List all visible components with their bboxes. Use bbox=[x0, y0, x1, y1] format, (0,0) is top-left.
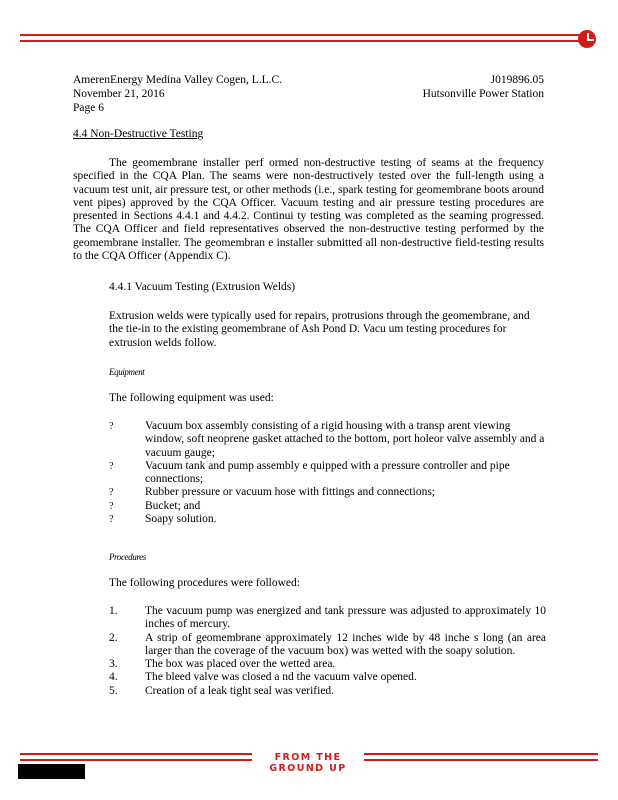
bullet-glyph: ? bbox=[109, 460, 114, 472]
step-text: Creation of a leak tight seal was verified. bbox=[145, 684, 335, 697]
procedures-lead: The following procedures were followed: bbox=[109, 577, 300, 589]
subsection-heading: 4.4.1 Vacuum Testing (Extrusion Welds) bbox=[109, 281, 296, 293]
step-number: 5. bbox=[109, 684, 118, 697]
list-item-text: Vacuum box assembly consisting of a rigid housing with a transp arent viewing window, soft neoprene gasket attached to the bottom, port holeor valve assembly and a vacuum gauge; bbox=[145, 420, 545, 459]
station-name: Hutsonville Power Station bbox=[422, 88, 544, 100]
step-text: The bleed valve was closed a nd the vacuum valve opened. bbox=[145, 671, 417, 684]
subsection-intro: Extrusion welds were typically used for repairs, protrusions through the geomembrane, and the tie-in to the existing geomembrane of Ash Pond D. Vacu um testing procedures for extrusion welds follow. bbox=[109, 310, 530, 349]
list-item bbox=[109, 420, 546, 460]
footer-tagline: FROM THE GROUND UP bbox=[252, 752, 364, 774]
step-number: 1. bbox=[109, 605, 118, 617]
list-item bbox=[109, 460, 546, 487]
list-item bbox=[109, 685, 546, 698]
equipment-lead: The following equipment was used: bbox=[109, 392, 274, 404]
equipment-heading: Equipment bbox=[109, 367, 145, 377]
project-number: J019896.05 bbox=[490, 74, 544, 86]
header-rule-top bbox=[20, 34, 580, 36]
bullet-glyph: ? bbox=[109, 421, 114, 432]
bullet-glyph: ? bbox=[109, 514, 114, 526]
list-item bbox=[109, 486, 546, 499]
equipment-list bbox=[109, 420, 546, 526]
header-rule-bottom bbox=[20, 40, 580, 42]
step-text: A strip of geomembrane approximately 12 inches wide by 48 inche s long (an area larger than the coverage of the vacuum box) was wetted with the soapy solution. bbox=[145, 631, 546, 657]
step-text: The box was placed over the wetted area. bbox=[145, 658, 336, 671]
list-item bbox=[109, 605, 546, 632]
list-item-text: Bucket; and bbox=[145, 499, 201, 512]
header-right bbox=[423, 73, 544, 101]
list-item-text: Soapy solution. bbox=[145, 513, 217, 526]
company-logo-icon bbox=[578, 30, 596, 48]
list-item bbox=[109, 632, 546, 659]
bullet-glyph: ? bbox=[109, 487, 114, 499]
step-number: 2. bbox=[109, 631, 118, 644]
step-number: 4. bbox=[109, 671, 118, 684]
list-item bbox=[109, 513, 546, 526]
list-item bbox=[109, 671, 546, 684]
report-date: November 21, 2016 bbox=[73, 88, 165, 100]
procedures-list bbox=[109, 605, 546, 698]
list-item-text: Rubber pressure or vacuum hose with fittings and connections; bbox=[145, 486, 435, 499]
page-number: Page 6 bbox=[73, 102, 104, 114]
step-number: 3. bbox=[109, 658, 118, 671]
procedures-heading: Procedures bbox=[109, 552, 146, 562]
list-item bbox=[109, 500, 546, 513]
list-item bbox=[109, 658, 546, 671]
redaction-box bbox=[18, 764, 85, 779]
bullet-glyph: ? bbox=[109, 500, 114, 512]
section-intro: The geomembrane installer perf ormed non-destructive testing of seams at the frequency specified in the CQA Plan. The seams were non-destructively tested over the full-length using a vacuum test unit, air pressure test, or other methods (i.e., spark testing for geomembrane boots around vent pipes) approved by the CQA Officer. Vacuum testing and air pressure testing procedures are presented in Sections 4.4.1 and 4.4.2. Continui ty testing was completed as the seaming progressed. The CQA Officer and field representatives observed the non-destructive testing performed by the geomembrane installer. The geomembran e installer submitted all non-destructive field-testing results to the CQA Officer (Appendix C). bbox=[73, 157, 544, 263]
list-item-text: Vacuum tank and pump assembly e quipped with a pressure controller and pipe connections; bbox=[145, 459, 510, 486]
step-text: The vacuum pump was energized and tank pressure was adjusted to approximately 10 inches of mercury. bbox=[145, 605, 546, 631]
company-name: AmerenEnergy Medina Valley Cogen, L.L.C. bbox=[73, 74, 283, 86]
section-heading: 4.4 Non-Destructive Testing bbox=[73, 128, 204, 140]
header-left bbox=[73, 73, 282, 115]
